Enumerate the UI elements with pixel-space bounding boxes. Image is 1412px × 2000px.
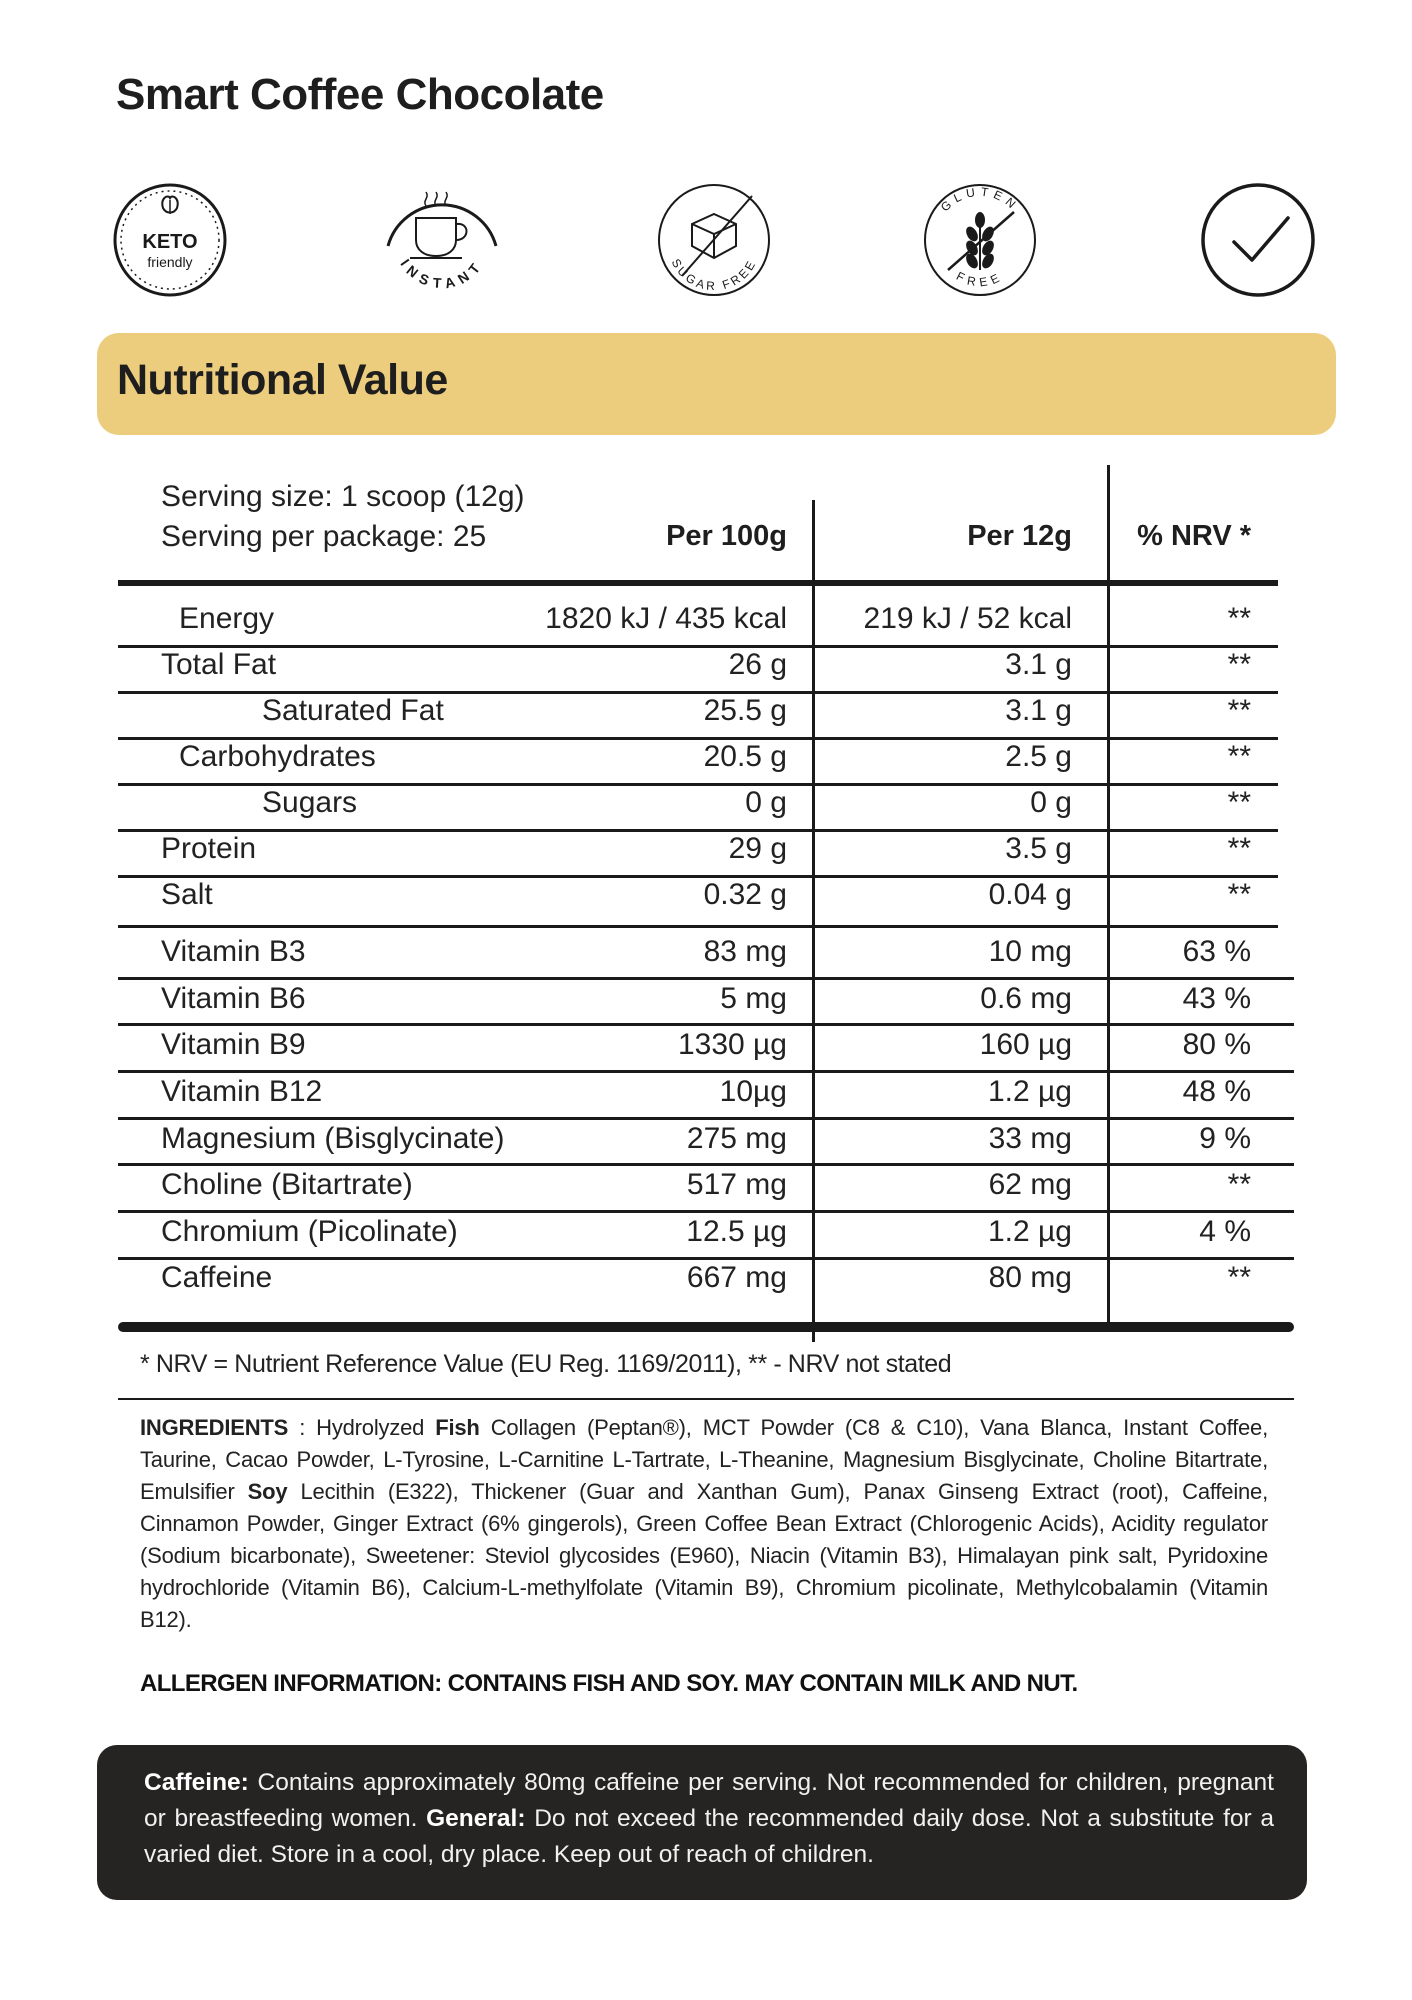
value-per-12g: 3.5 g [1005,832,1072,865]
nutrient-name: Vitamin B9 [161,1028,306,1061]
table-divider [1107,465,1110,1325]
row-divider [118,1257,1294,1260]
keto-label: KETO [142,231,198,253]
col-header-per100g: Per 100g [666,520,787,552]
value-nrv: ** [1227,602,1251,635]
nutrient-name: Total Fat [161,648,277,681]
product-title: Smart Coffee Chocolate [116,70,604,119]
svg-text:INSTANT [397,256,486,292]
value-per-100g: 26 g [728,648,787,681]
servings-per-package: Serving per package: 25 [161,520,487,553]
svg-text:GLUTEN [938,185,1022,215]
value-per-100g: 25.5 g [703,694,787,727]
value-per-100g: 517 mg [686,1168,787,1201]
nutrient-name: Vitamin B3 [161,935,306,968]
table-header-rule [118,580,1278,586]
nutrient-name: Vitamin B12 [161,1075,323,1108]
value-nrv: 63 % [1182,935,1251,968]
row-divider [118,645,1278,648]
value-per-12g: 33 mg [988,1122,1072,1155]
nutrient-name: Magnesium (Bisglycinate) [161,1122,505,1155]
value-nrv: 43 % [1182,982,1251,1015]
row-divider [118,1117,1294,1120]
row-divider [118,1163,1294,1166]
gluten-free-icon [918,178,1042,302]
free-label: FREE [954,268,1006,290]
value-per-100g: 0 g [745,786,787,819]
keto-friendly-icon [108,178,232,302]
value-per-12g: 0.6 mg [980,982,1072,1015]
nutrient-name: Protein [161,832,257,865]
nutrient-name: Vitamin B6 [161,982,306,1015]
value-nrv: ** [1227,1168,1251,1201]
col-header-nrv: % NRV * [1137,520,1251,552]
value-per-12g: 1.2 µg [987,1075,1072,1108]
value-per-100g: 29 g [728,832,787,865]
warning-text: Caffeine: Contains approximately 80mg caffeine per serving. Not recommended for children, pregnant or breastfeeding women. General: Do not exceed the recommended daily dose. Not a substitute for a varied diet. Store in a cool, dry place. Keep out of reach of children. [144,1769,1274,1868]
value-per-100g: 0.32 g [703,878,787,911]
value-nrv: ** [1227,694,1251,727]
general-label: General: [426,1805,526,1832]
nutrient-name: Choline (Bitartrate) [161,1168,413,1201]
warning-box [97,1745,1307,1900]
nutrient-name: Chromium (Picolinate) [161,1215,458,1248]
value-per-12g: 0.04 g [988,878,1072,911]
row-divider [118,925,1278,928]
value-per-100g: 20.5 g [703,740,787,773]
caffeine-label: Caffeine: [144,1769,249,1796]
row-divider [118,1023,1294,1026]
value-per-12g: 80 mg [988,1261,1072,1294]
value-per-12g: 62 mg [988,1168,1072,1201]
nutrient-name: Carbohydrates [179,740,376,773]
svg-text:FREE [954,269,1006,290]
gluten-label: GLUTEN [937,184,1023,215]
allergen-soy: Soy [247,1479,288,1504]
instant-icon [380,178,504,302]
instant-label: INSTANT [397,255,487,292]
badge-row [0,178,1412,308]
value-per-100g: 1820 kJ / 435 kcal [545,602,787,635]
nutrient-name: Salt [161,878,213,911]
table-divider [812,500,815,1342]
row-divider [118,1070,1294,1073]
value-per-100g: 275 mg [686,1122,787,1155]
table-bottom-rule [118,1322,1294,1332]
col-header-per12g: Per 12g [967,520,1072,552]
value-per-100g: 1330 µg [677,1028,787,1061]
value-per-12g: 3.1 g [1005,648,1072,681]
value-per-12g: 2.5 g [1005,740,1072,773]
value-per-100g: 10µg [719,1075,787,1108]
value-nrv: 80 % [1182,1028,1251,1061]
friendly-label: friendly [147,254,193,270]
value-nrv: 48 % [1182,1075,1251,1108]
value-per-12g: 3.1 g [1005,694,1072,727]
nrv-footnote: * NRV = Nutrient Reference Value (EU Reg. 1169/2011), ** - NRV not stated [140,1350,952,1378]
value-per-100g: 5 mg [720,982,787,1015]
value-nrv: ** [1227,1261,1251,1294]
value-per-100g: 83 mg [703,935,787,968]
nutrient-name: Energy [179,602,275,635]
nutrient-name: Saturated Fat [262,694,444,727]
value-per-12g: 1.2 µg [987,1215,1072,1248]
nutrient-name: Sugars [262,786,358,819]
ingredients-text: INGREDIENTS : Hydrolyzed Fish Collagen (Peptan®), MCT Powder (C8 & C10), Vana Blanca, Instant Coffee, Taurine, Cacao Powder, L-Tyrosine, L-Carnitine L-Tartrate, L-Theanine, Magnesium Bisglycinate, Choline Bitartrate, Emulsifier Soy Lecithin (E322), Thickener (Guar and Xanthan Gum), Panax Ginseng Extract (root), Caffeine, Cinnamon Powder, Ginger Extract (6% gingerols), Green Coffee Bean Extract (Chlorogenic Acids), Acidity regulator (Sodium bicarbonate), Sweetener: Steviol glycosides (E960), Niacin (Vitamin B3), Himalayan pink salt, Pyridoxine hydrochloride (Vitamin B6), Calcium-L-methylfolate (Vitamin B9), Chromium picolinate, Methylcobalamin (Vitamin B12). [140,1415,1268,1632]
checkmark-icon [1196,178,1320,302]
allergen-fish: Fish [435,1415,480,1440]
row-divider [118,829,1278,832]
nutrition-heading-band [97,333,1336,435]
value-nrv: ** [1227,740,1251,773]
value-per-100g: 12.5 µg [686,1215,787,1248]
sugar-free-icon [652,178,776,302]
value-nrv: ** [1227,786,1251,819]
row-divider [118,875,1278,878]
value-nrv: ** [1227,832,1251,865]
row-divider [118,1210,1294,1213]
value-nrv: 9 % [1199,1122,1251,1155]
value-nrv: 4 % [1199,1215,1251,1248]
value-per-12g: 10 mg [988,935,1072,968]
divider [118,1398,1294,1400]
sugar-free-label: SUGAR FREE [668,256,760,294]
row-divider [118,977,1294,980]
value-per-100g: 667 mg [686,1261,787,1294]
serving-size: Serving size: 1 scoop (12g) [161,480,525,513]
value-nrv: ** [1227,648,1251,681]
nutrition-heading: Nutritional Value [117,356,448,404]
svg-text:SUGAR FREE [669,256,760,293]
value-per-12g: 219 kJ / 52 kcal [863,602,1072,635]
value-nrv: ** [1227,878,1251,911]
value-per-12g: 0 g [1030,786,1072,819]
allergen-information: ALLERGEN INFORMATION: CONTAINS FISH AND SOY. MAY CONTAIN MILK AND NUT. [140,1670,1078,1697]
ingredients-label: INGREDIENTS [140,1415,289,1440]
nutrient-name: Caffeine [161,1261,273,1294]
value-per-12g: 160 µg [979,1028,1072,1061]
